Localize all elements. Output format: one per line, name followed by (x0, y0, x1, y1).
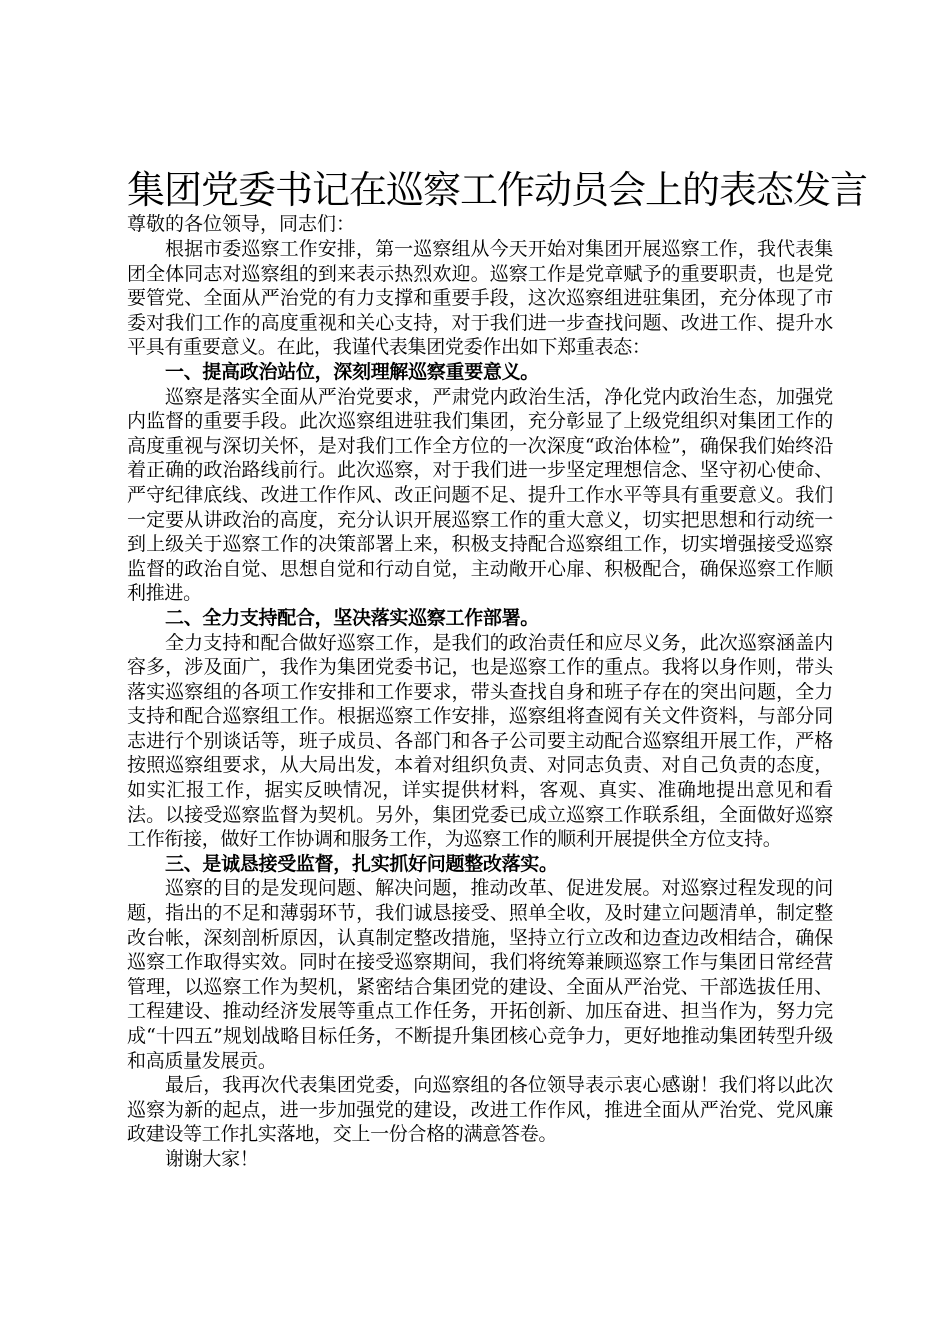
intro-paragraph: 根据市委巡察工作安排，第一巡察组从今天开始对集团开展巡察工作，我代表集团全体同志对巡察组的到来表示热烈欢迎。巡察工作是党章赋予的重要职责，也是党要管党、全面从严治党的有力支撑和重要手段，这次巡察组进驻集团，充分体现了市委对我们工作的高度重视和关心支持，对于我们进一步查找问题、改进工作、提升水平具有重要意义。在此，我谨代表集团党委作出如下郑重表态： (127, 238, 833, 359)
document-page (127, 168, 868, 1172)
thanks-line: 谢谢大家！ (165, 1147, 259, 1170)
section-1-paragraph: 巡察是落实全面从严治党要求，严肃党内政治生活，净化党内政治生态，加强党内监督的重要手段。此次巡察组进驻我们集团，充分彰显了上级党组织对集团工作的高度重视与深切关怀，是对我们工作全方位的一次深度“政治体检”，确保我们始终沿着正确的政治路线前行。此次巡察，对于我们进一步坚定理想信念、坚守初心使命、严守纪律底线、改进工作作风、改正问题不足、提升工作水平等具有重要意义。我们一定要从讲政治的高度，充分认识开展巡察工作的重大意义，切实把思想和行动统一到上级关于巡察工作的决策部署上来，积极支持配合巡察组工作，切实增强接受巡察监督的政治自觉、思想自觉和行动自觉，主动敞开心扉、积极配合，确保巡察工作顺利推进。 (127, 385, 833, 605)
document-title: 集团党委书记在巡察工作动员会上的表态发言 (127, 168, 868, 212)
section-2-paragraph: 全力支持和配合做好巡察工作，是我们的政治责任和应尽义务，此次巡察涵盖内容多，涉及面广，我作为集团党委书记，也是巡察工作的重点。我将以身作则，带头落实巡察组的各项工作安排和工作要求，带头查找自身和班子存在的突出问题，全力支持和配合巡察组工作。根据巡察工作安排，巡察组将查阅有关文件资料，与部分同志进行个别谈话等，班子成员、各部门和各子公司要主动配合巡察组开展工作，严格按照巡察组要求，从大局出发，本着对组织负责、对同志负责、对自己负责的态度，如实汇报工作，据实反映情况，详实提供材料，客观、真实、准确地提出意见和看法。以接受巡察监督为契机。另外，集团党委已成立巡察工作联系组，全面做好巡察工作衔接，做好工作协调和服务工作，为巡察工作的顺利开展提供全方位支持。 (127, 631, 833, 851)
section-2-heading: 二、全力支持配合，坚决落实巡察工作部署。 (165, 606, 540, 629)
section-1-heading: 一、提高政治站位，深刻理解巡察重要意义。 (165, 360, 540, 383)
closing-paragraph: 最后，我再次代表集团党委，向巡察组的各位领导表示衷心感谢！我们将以此次巡察为新的起点，进一步加强党的建设，改进工作作风，推进全面从严治党、党风廉政建设等工作扎实落地，交上一份合格的满意答卷。 (127, 1074, 833, 1146)
section-3-paragraph: 巡察的目的是发现问题、解决问题，推动改革、促进发展。对巡察过程发现的问题，指出的不足和薄弱环节，我们诚恳接受、照单全收，及时建立问题清单，制定整改台帐，深刻剖析原因，认真制定整改措施，坚持立行立改和边查边改相结合，确保巡察工作取得实效。同时在接受巡察期间，我们将统筹兼顾巡察工作与集团日常经营管理，以巡察工作为契机，紧密结合集团党的建设、全面从严治党、干部选拔任用、工程建设、推动经济发展等重点工作任务，开拓创新、加压奋进、担当作为，努力完成“十四五”规划战略目标任务，不断提升集团核心竞争力，更好地推动集团转型升级和高质量发展贡。 (127, 877, 833, 1072)
salutation: 尊敬的各位领导，同志们： (127, 213, 356, 235)
section-3-heading: 三、是诚恳接受监督，扎实抓好问题整改落实。 (165, 852, 558, 875)
